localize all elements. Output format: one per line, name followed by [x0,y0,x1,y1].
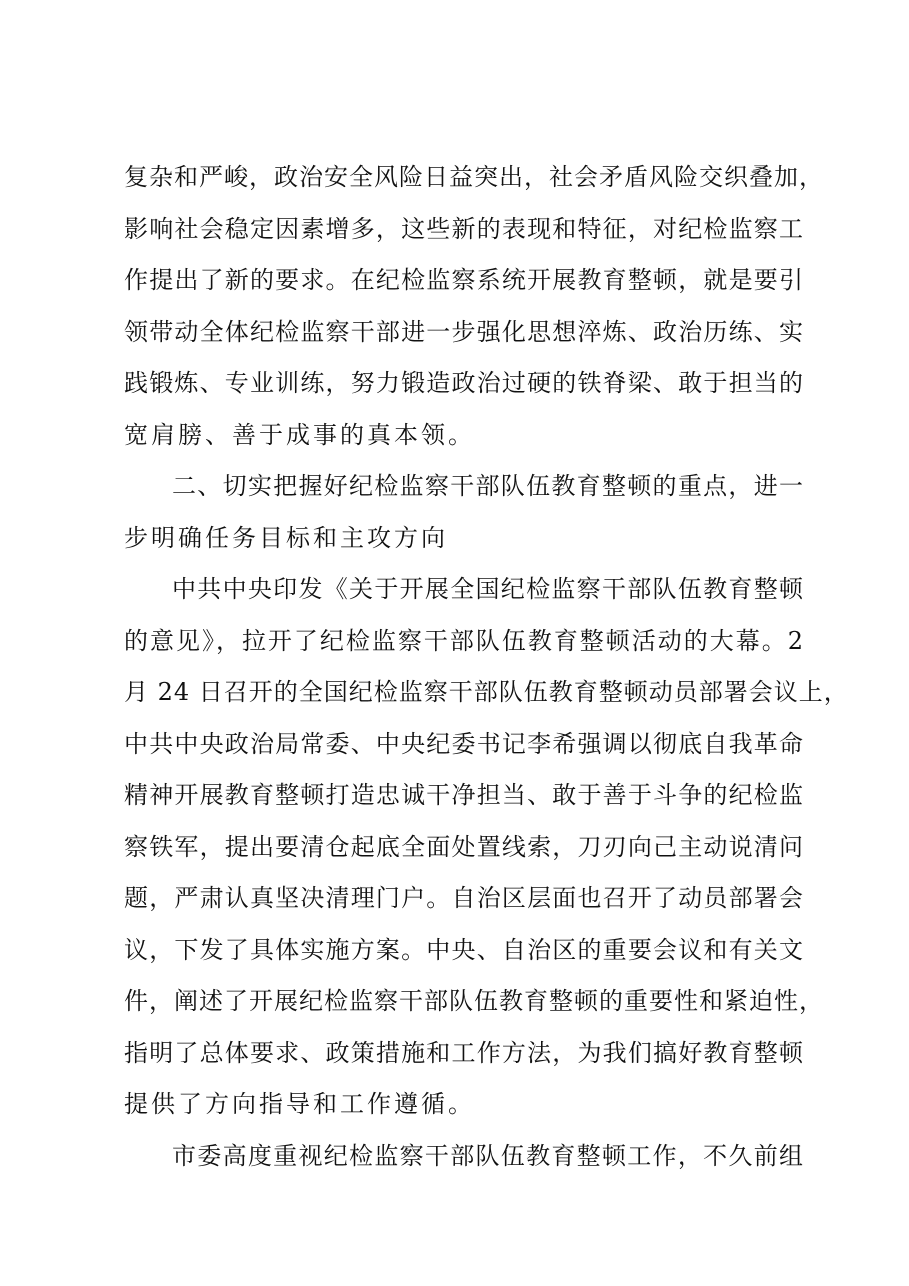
text-line: 宽肩膀、善于成事的真本领。 [124,420,475,449]
text-line: 中共中央政治局常委、中央纪委书记李希强调以彻底自我革命 [124,729,804,758]
text-line: 领带动全体纪检监察干部进一步强化思想淬炼、政治历练、实 [124,317,804,346]
text-line: 践锻炼、专业训练，努力锻造政治过硬的铁脊梁、敢于担当的 [124,369,804,397]
text-line: 的意见》，拉开了纪检监察干部队伍教育整顿活动的大幕。2 [124,626,804,655]
text-line: 月 24 日召开的全国纪检监察干部队伍教育整顿动员部署会议上， [124,678,849,706]
text-line: 议，下发了具体实施方案。中央、自治区的重要会议和有关文 [124,935,804,964]
text-line: 指明了总体要求、政策措施和工作方法，为我们搞好教育整顿 [124,1038,804,1067]
document-body [124,152,849,1182]
text-line: 作提出了新的要求。在纪检监察系统开展教育整顿，就是要引 [124,266,804,294]
text-line: 影响社会稳定因素增多，这些新的表现和特征，对纪检监察工 [124,214,804,243]
section-heading [124,461,804,564]
text-line: 提供了方向指导和工作遵循。 [124,1090,475,1118]
heading-line: 二、切实把握好纪检监察干部队伍教育整顿的重点，进一 [172,472,804,500]
text-line: 件，阐述了开展纪检监察干部队伍教育整顿的重要性和紧迫性， [124,987,824,1015]
text-line: 中共中央印发《关于开展全国纪检监察干部队伍教育整顿 [172,575,804,603]
paragraph-3 [124,564,849,1131]
text-line: 复杂和严峻，政治安全风险日益突出，社会矛盾风险交织叠加， [124,163,824,191]
heading-line: 步明确任务目标和主攻方向 [124,523,448,552]
paragraph-1 [124,152,824,461]
text-line: 市委高度重视纪检监察干部队伍教育整顿工作，不久前组 [172,1141,804,1170]
text-line: 精神开展教育整顿打造忠诚干净担当、敢于善于斗争的纪检监 [124,781,804,809]
text-line: 察铁军，提出要清仓起底全面处置线索，刀刃向己主动说清问 [124,832,804,861]
text-line: 题，严肃认真坚决清理门户。自治区层面也召开了动员部署会 [124,884,804,912]
paragraph-4 [124,1131,804,1183]
